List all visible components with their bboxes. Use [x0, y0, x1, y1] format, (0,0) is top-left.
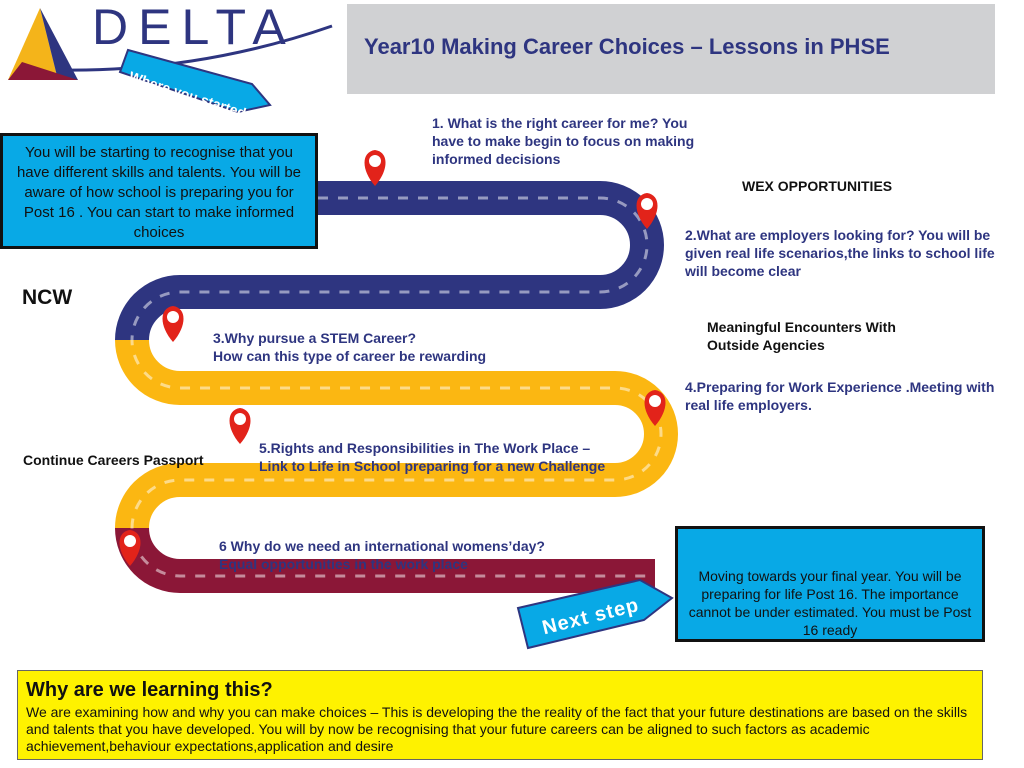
where-you-started-label: Where you started — [127, 68, 249, 121]
step-3-text — [213, 329, 543, 365]
wex-label: WEX OPPORTUNITIES — [742, 178, 893, 194]
step-5-text: 5.Rights and Responsibilities in The Work Place – Link to Life in School preparing for a new Challenge — [259, 440, 606, 474]
step-6-text — [219, 537, 619, 573]
end-info-box — [675, 526, 985, 642]
location-pin-icon — [230, 408, 251, 444]
step-4-text: 4.Preparing for Work Experience .Meeting with real life employers. — [685, 379, 995, 413]
ncw-label: NCW — [22, 286, 73, 309]
start-info-box — [0, 133, 318, 249]
end-info-text: Moving towards your final year. You will be preparing for life Post 16. The importance cannot be under estimated. You must be Post 16 ready — [688, 568, 972, 638]
careers-passport-label: Continue Careers Passport — [23, 452, 204, 468]
start-info-text: You will be starting to recognise that you have different skills and talents. You will be aware of how school is preparing you for Post 16 . You can start to make informed choices — [16, 144, 302, 241]
step-2-text: 2.What are employers looking for? You will be given real life scenarios,the links to school life will become clear — [685, 227, 995, 279]
step-6-line1: 6 Why do we need an international womens’day? — [219, 538, 545, 554]
next-step-label: Next step — [540, 594, 642, 640]
step-3-line2: How can this type of career be rewarding — [213, 348, 487, 364]
step-1-text: 1. What is the right career for me? You have to make begin to focus on making informed decisions — [432, 115, 695, 167]
page-title: Year10 Making Career Choices – Lessons in PHSE — [364, 34, 890, 59]
location-pin-icon — [163, 306, 184, 342]
road-segment-yellow — [132, 340, 661, 528]
why-title: Why are we learning this? — [26, 679, 273, 701]
location-pin-icon — [365, 150, 386, 186]
brand-name: DELTA — [92, 0, 296, 55]
step-6-line2: Equal opportunities in the work place — [219, 556, 468, 572]
why-learning-box — [17, 670, 983, 760]
meaningful-encounters-label: Meaningful Encounters With Outside Agencies — [707, 319, 896, 353]
why-body: We are examining how and why you can make choices – This is developing the the reality of the fact that your future destinations are based on the skills and talents that you have developed. You will by now be recognising that your future careers can be aligned to such factors as academic achievement,behaviour expectations,application and desire — [26, 704, 968, 754]
step-3-line1: 3.Why pursue a STEM Career? — [213, 330, 417, 346]
